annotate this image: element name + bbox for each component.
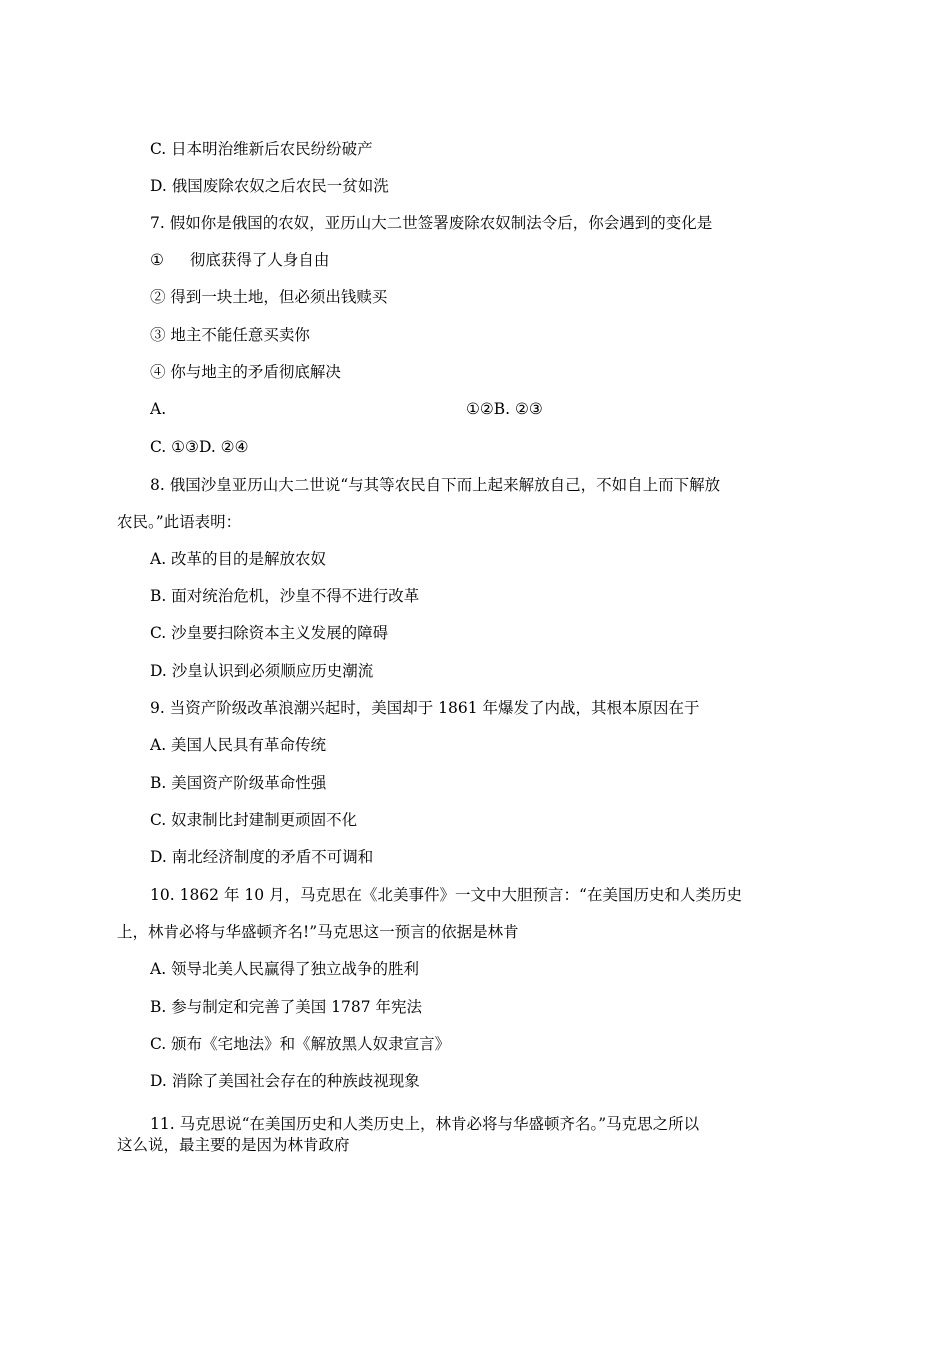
option-c-q9: C. 奴隶制比封建制更顽固不化: [150, 811, 358, 829]
question-8-line-1: 8. 俄国沙皇亚历山大二世说“与其等农民自下而上起来解放自己，不如自上而下解放: [150, 476, 721, 494]
option-c-q10: C. 颁布《宅地法》和《解放黑人奴隶宣言》: [150, 1035, 451, 1053]
option-c-q8: C. 沙皇要扫除资本主义发展的障碍: [150, 624, 389, 642]
item-1: [150, 250, 329, 270]
question-11-line-1: 11. 马克思说“在美国历史和人类历史上，林肯必将与华盛顿齐名。”马克思之所以: [150, 1115, 700, 1133]
question-10-line-2: 上，林肯必将与华盛顿齐名!”马克思这一预言的依据是林肯: [117, 923, 519, 941]
option-b-q9: B. 美国资产阶级革命性强: [150, 774, 327, 792]
option-d-q9: D. 南北经济制度的矛盾不可调和: [150, 848, 374, 866]
option-d-q10: D. 消除了美国社会存在的种族歧视现象: [150, 1072, 420, 1090]
item-2: ② 得到一块土地，但必须出钱赎买: [150, 288, 388, 306]
answer-options-cd: C. ①③D. ②④: [150, 438, 249, 456]
option-b-q10: B. 参与制定和完善了美国 1787 年宪法: [150, 998, 423, 1016]
option-a-q8: A. 改革的目的是解放农奴: [150, 550, 327, 568]
item-4: ④ 你与地主的矛盾彻底解决: [150, 363, 341, 381]
item-1-text: 彻底获得了人身自由: [189, 251, 330, 269]
question-8-line-2: 农民。”此语表明：: [117, 513, 242, 531]
option-d-q6: D. 俄国废除农奴之后农民一贫如洗: [150, 177, 389, 195]
question-9: 9. 当资产阶级改革浪潮兴起时，美国却于 1861 年爆发了内战，其根本原因在于: [150, 699, 700, 717]
item-1-marker: ①: [150, 251, 164, 269]
option-b-q8: B. 面对统治危机，沙皇不得不进行改革: [150, 587, 420, 605]
option-c-q6: C. 日本明治维新后农民纷纷破产: [150, 140, 373, 158]
option-a-label: A.: [150, 400, 167, 418]
option-a-q10: A. 领导北美人民赢得了独立战争的胜利: [150, 960, 420, 978]
answer-options-ab: [150, 399, 850, 419]
item-3: ③ 地主不能任意买卖你: [150, 326, 310, 344]
question-11-line-2: 这么说，最主要的是因为林肯政府: [117, 1136, 350, 1154]
question-7: 7. 假如你是俄国的农奴，亚历山大二世签署废除农奴制法令后，你会遇到的变化是: [150, 214, 713, 232]
option-a-b-values: ①②B. ②③: [466, 400, 543, 418]
option-d-q8: D. 沙皇认识到必须顺应历史潮流: [150, 662, 374, 680]
option-a-q9: A. 美国人民具有革命传统: [150, 736, 327, 754]
question-10-line-1: 10. 1862 年 10 月，马克思在《北美事件》一文中大胆预言：“在美国历史和人类历史: [150, 886, 742, 904]
